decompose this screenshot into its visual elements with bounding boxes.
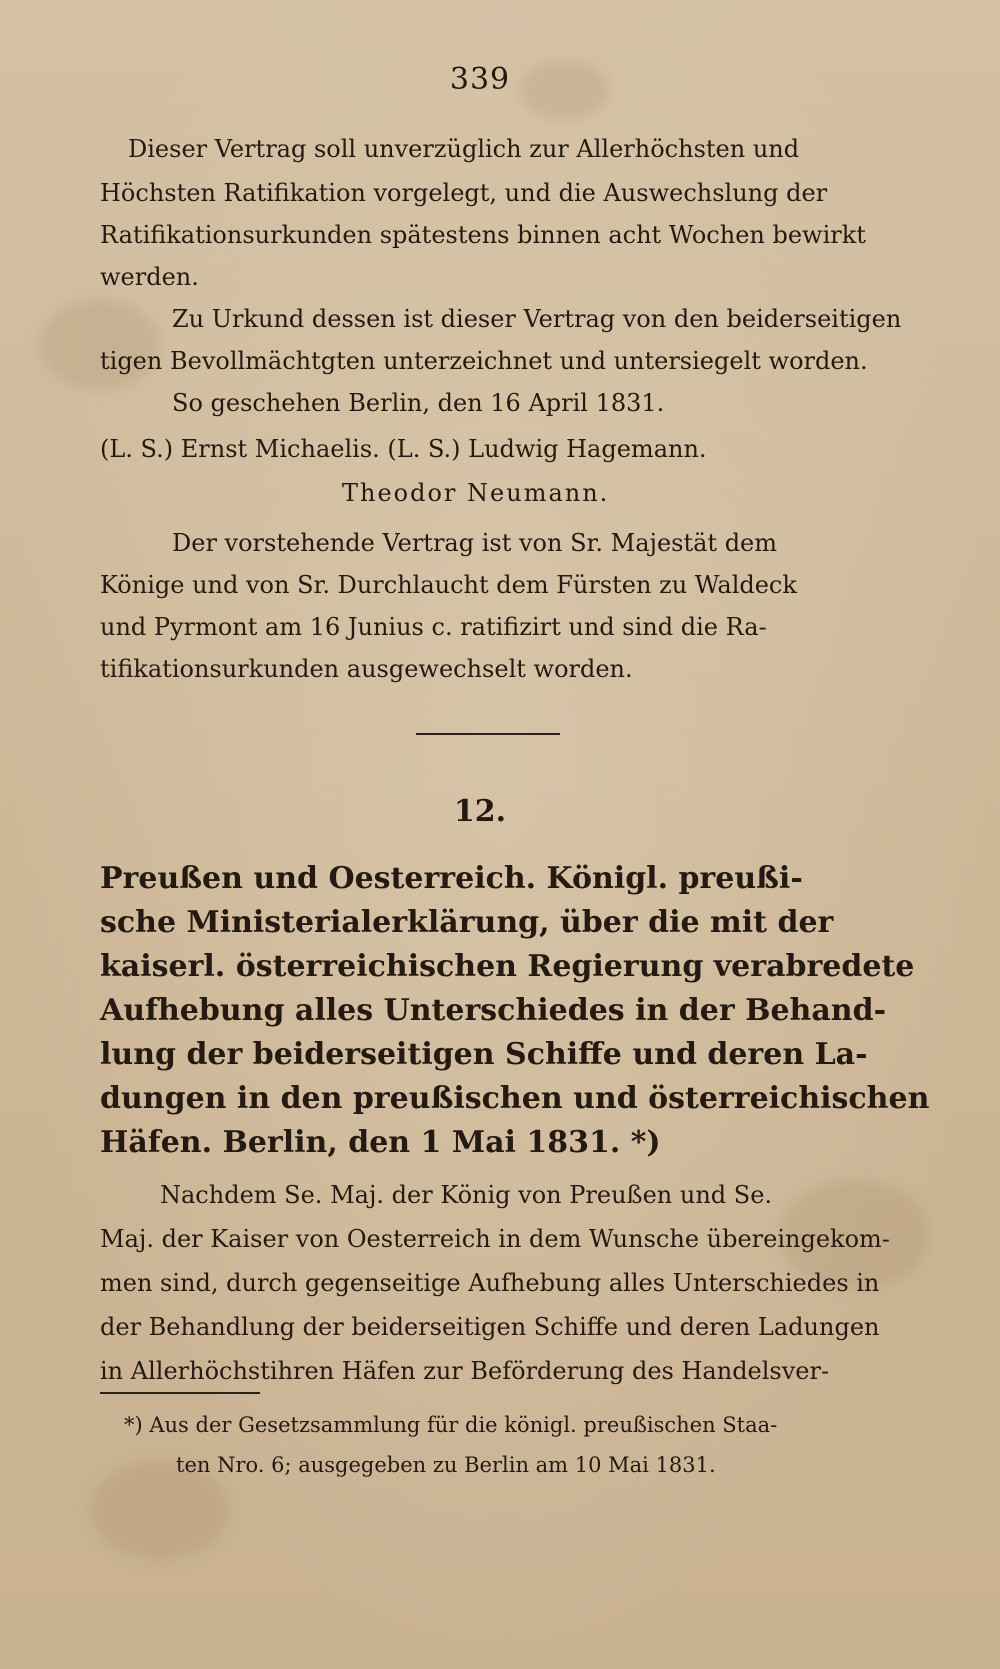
page-number: 339: [449, 62, 511, 97]
section-heading-line-5: lung der beiderseitigen Schiffe und deren La-: [100, 1037, 868, 1072]
paragraph-4-line-1: Nachdem Se. Maj. der König von Preußen und Se.: [160, 1181, 773, 1209]
section-heading-line-2: sche Ministerialerklärung, über die mit der: [100, 905, 834, 940]
paragraph-3-line-1: Der vorstehende Vertrag ist von Sr. Majestät dem: [172, 529, 778, 557]
footnote-line-2: ten Nro. 6; ausgegeben zu Berlin am 10 Mai 1831.: [176, 1453, 716, 1477]
footnote-line-1: *) Aus der Gesetzsammlung für die königl. preußischen Staa-: [124, 1413, 778, 1437]
signature-line-2: Theodor Neumann.: [342, 479, 610, 507]
paragraph-4-line-2: Maj. der Kaiser von Oesterreich in dem Wunsche übereingekom-: [100, 1225, 890, 1253]
paragraph-2-line-2: tigen Bevollmächtgten unterzeichnet und untersiegelt worden.: [100, 347, 868, 375]
footnote-divider: [100, 1392, 260, 1394]
paragraph-4-line-3: men sind, durch gegenseitige Aufhebung alles Unterschiedes in: [100, 1269, 880, 1297]
section-heading-line-3: kaiserl. österreichischen Regierung verabredete: [100, 949, 915, 984]
paragraph-4-line-5: in Allerhöchstihren Häfen zur Beförderung des Handelsver-: [100, 1357, 830, 1385]
paragraph-3-line-2: Könige und von Sr. Durchlaucht dem Fürsten zu Waldeck: [100, 571, 797, 599]
paragraph-1-line-4: werden.: [100, 263, 199, 291]
paragraph-3-line-3: und Pyrmont am 16 Junius c. ratifizirt und sind die Ra-: [100, 613, 767, 641]
section-heading-line-4: Aufhebung alles Unterschiedes in der Behand-: [100, 993, 887, 1028]
section-number: 12.: [453, 794, 507, 829]
paragraph-1-line-1: [128, 136, 884, 162]
section-divider: [416, 733, 560, 735]
paragraph-4-line-4: der Behandlung der beiderseitigen Schiffe und deren Ladungen: [100, 1313, 880, 1341]
signature-line-1: (L. S.) Ernst Michaelis. (L. S.) Ludwig Hagemann.: [100, 435, 707, 463]
paragraph-1-line-2: [100, 180, 884, 206]
section-heading-line-1: Preußen und Oesterreich. Königl. preußi-: [100, 861, 803, 896]
text-line: Dieser Vertrag soll unverzüglich zur Allerhöchsten und: [128, 135, 800, 163]
section-heading-line-6: dungen in den preußischen und österreichischen: [100, 1081, 930, 1116]
text-line: Höchsten Ratifikation vorgelegt, und die Auswechslung der: [100, 179, 828, 207]
paper-stain: [40, 300, 160, 390]
section-heading-line-7: Häfen. Berlin, den 1 Mai 1831. *): [100, 1125, 661, 1160]
date-line: So geschehen Berlin, den 16 April 1831.: [172, 389, 665, 417]
paragraph-3-line-4: tifikationsurkunden ausgewechselt worden.: [100, 655, 633, 683]
paragraph-1-line-3: [100, 222, 884, 248]
text-line: Ratifikationsurkunden spätestens binnen acht Wochen bewirkt: [100, 221, 866, 249]
paragraph-2-line-1: Zu Urkund dessen ist dieser Vertrag von den beiderseitigen: [172, 305, 902, 333]
